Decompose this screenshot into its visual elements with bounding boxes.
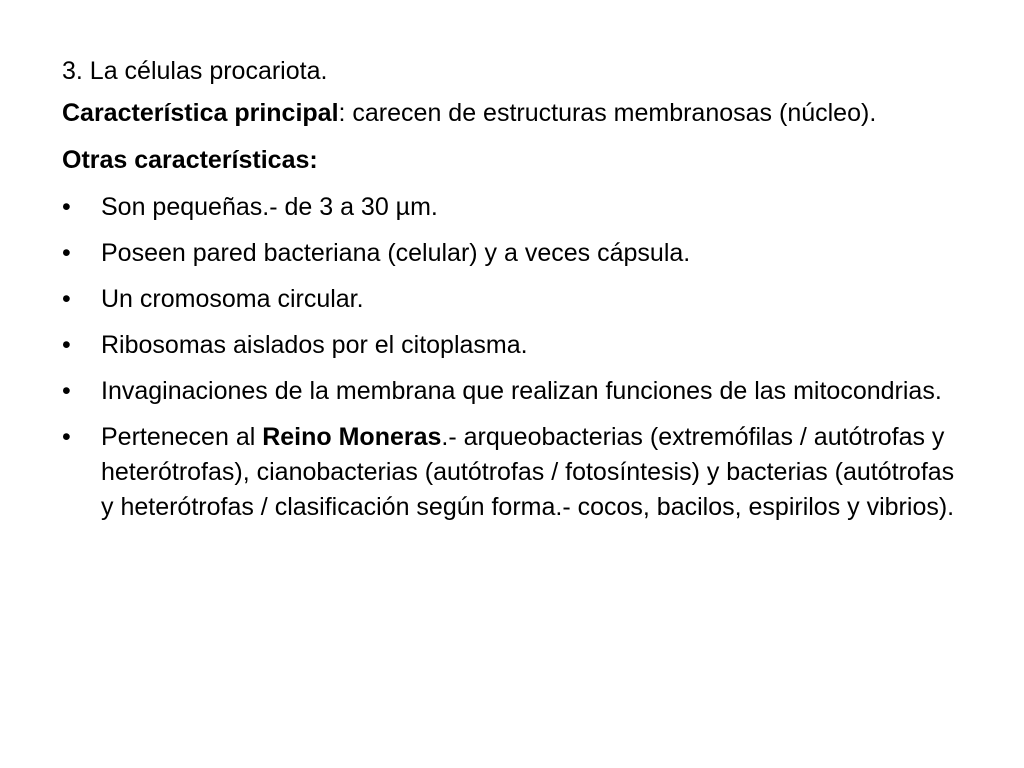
bullet-icon: • [62, 193, 71, 221]
list-item-text: Un cromosoma circular. [101, 285, 364, 313]
slide-heading: 3. La células procariota. [62, 57, 328, 85]
list-item [62, 236, 962, 271]
list-item [62, 190, 962, 225]
other-features-title: Otras características: [62, 146, 318, 174]
bullet-icon: • [62, 239, 71, 267]
list-item-text-before: Pertenecen al [101, 423, 263, 451]
list-item-text: Invaginaciones de la membrana que realizan funciones de las mitocondrias. [101, 377, 942, 405]
bullet-icon: • [62, 423, 71, 451]
main-feature-label: Característica principal [62, 99, 339, 127]
slide-content [62, 54, 962, 536]
main-feature-text: : carecen de estructuras membranosas (núcleo). [338, 99, 877, 127]
list-item-text: Ribosomas aislados por el citoplasma. [101, 331, 528, 359]
list-item [62, 328, 962, 363]
bullet-icon: • [62, 285, 71, 313]
features-list [62, 190, 962, 525]
bullet-icon: • [62, 331, 71, 359]
list-item-text: Poseen pared bacteriana (celular) y a veces cápsula. [101, 239, 691, 267]
list-item-reino-moneras [62, 420, 962, 525]
list-item-text: Son pequeñas.- de 3 a 30 µm. [101, 193, 438, 221]
reino-moneras-label: Reino Moneras [262, 423, 442, 451]
main-feature-paragraph [62, 96, 962, 131]
list-item-text-after: .- arqueobacterias (extremófilas / autótrofas y heterótrofas), cianobacterias (autótrofas / fotosíntesis) y bacterias (autótrofas y heterótrofas / clasificación según forma.- cocos, bacilos, espirilos y vibrios). [101, 423, 955, 521]
bullet-icon: • [62, 377, 71, 405]
list-item [62, 282, 962, 317]
list-item [62, 374, 962, 409]
